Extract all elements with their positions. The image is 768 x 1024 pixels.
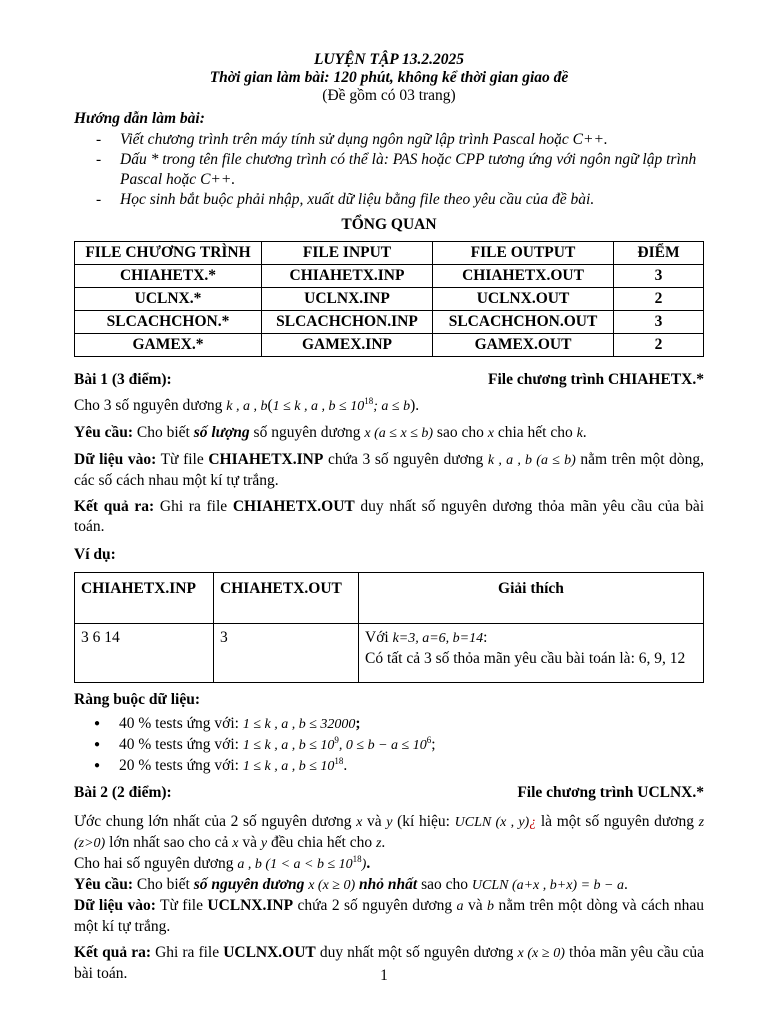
overview-heading: TỔNG QUAN — [341, 216, 437, 233]
column-header: FILE INPUT — [262, 242, 433, 265]
table-row — [75, 334, 704, 357]
example-explanation: Với k=3, a=6, b=14: Có tất cả 3 số thỏa mãn yêu cầu bài toán là: 6, 9, 12 — [359, 624, 704, 683]
dash-marker: - — [96, 151, 102, 168]
table-header-row — [75, 573, 704, 624]
header — [74, 51, 704, 105]
column-header: Giải thích — [359, 573, 704, 624]
table-cell: GAMEX.OUT — [433, 334, 614, 357]
guide-heading: Hướng dẫn làm bài: — [74, 110, 205, 127]
bai1-heading: Bài 1 (3 điểm): — [74, 371, 172, 388]
table-cell: CHIAHETX.INP — [262, 265, 433, 288]
table-cell: SLCACHCHON.OUT — [433, 311, 614, 334]
table-cell: SLCACHCHON.* — [75, 311, 262, 334]
guide-item: - Dấu * trong tên file chương trình có thể là: PAS hoặc CPP tương ứng với ngôn ngữ lập trình Pascal hoặc C++. — [96, 151, 697, 188]
bai1-input: Dữ liệu vào: Từ file CHIAHETX.INP chứa 3 số nguyên dương k , a , b (a ≤ b) nằm trên một dòng, các số cách nhau một kí tự trắng. — [74, 451, 704, 489]
bai2-output: Kết quả ra: Ghi ra file UCLNX.OUT duy nhất một số nguyên dương x (x ≥ 0) thỏa mãn yêu cầu của bài toán. — [74, 944, 705, 982]
table-cell: SLCACHCHON.INP — [262, 311, 433, 334]
list-item: ● 40 % tests ứng với: 1 ≤ k , a , $b \le 10^9$, $0 \le b - a \le 10^6$; — [74, 735, 704, 756]
bai1-file-label: File chương trình CHIAHETX.* — [488, 371, 704, 388]
dash-marker: - — [96, 191, 102, 208]
constraints-list — [74, 714, 704, 777]
bai2-requirement: Yêu cầu: Cho biết số nguyên dương x (x ≥ 0) nhỏ nhất sao cho UCLN (a+x , b+x) = b − a. — [74, 876, 628, 893]
table-row — [75, 311, 704, 334]
table-row — [75, 288, 704, 311]
guide-item: - Học sinh bắt buộc phải nhập, xuất dữ liệu bằng file theo yêu cầu của đề bài. — [96, 191, 595, 208]
table-cell: UCLNX.OUT — [433, 288, 614, 311]
table-cell: GAMEX.* — [75, 334, 262, 357]
column-header: FILE OUTPUT — [433, 242, 614, 265]
bai1-intro: Cho 3 số nguyên dương k , a , b(1 ≤ k , a , $b \le 10^{18}$; a ≤ b). — [74, 395, 420, 414]
column-header: CHIAHETX.OUT — [214, 573, 359, 624]
example-input: 3 6 14 — [75, 624, 214, 683]
time-limit: Thời gian làm bài: 120 phút, không kể thời gian giao đề — [209, 69, 569, 86]
column-header: CHIAHETX.INP — [75, 573, 214, 624]
column-header: ĐIỂM — [614, 242, 704, 265]
table-cell: 3 — [614, 311, 704, 334]
list-item: ● 40 % tests ứng với: 1 ≤ k , a , b ≤ 32000; — [74, 714, 704, 735]
bai1-heading-row — [74, 370, 704, 390]
table-row — [75, 624, 704, 683]
example-label: Ví dụ: — [74, 546, 116, 563]
table-cell: 3 — [614, 265, 704, 288]
bai2-definition: Ước chung lớn nhất của 2 số nguyên dương x và y (kí hiệu: UCLN (x , y)¿ là một số nguyên dương z (z>0) lớn nhất sao cho cả x và y đều chia hết cho z. — [74, 813, 705, 851]
guide-list — [74, 130, 704, 210]
guide-item: - Viết chương trình trên máy tính sử dụng ngôn ngữ lập trình Pascal hoặc C++. — [96, 131, 608, 148]
example-table — [74, 572, 704, 683]
bai2-given: Cho hai số nguyên dương a , b $(1 < a < b \le 10^{18})$. — [74, 853, 371, 872]
constraints-label: Ràng buộc dữ liệu: — [74, 691, 201, 708]
table-cell: CHIAHETX.* — [75, 265, 262, 288]
page-title: LUYỆN TẬP 13.2.2025 — [313, 51, 465, 68]
pages-note: (Đề gồm có 03 trang) — [322, 87, 456, 104]
bai2-heading-row — [74, 783, 704, 803]
table-cell: CHIAHETX.OUT — [433, 265, 614, 288]
table-cell: UCLNX.INP — [262, 288, 433, 311]
table-cell: GAMEX.INP — [262, 334, 433, 357]
bai1-requirement: Yêu cầu: Cho biết số lượng số nguyên dương x (a ≤ x ≤ b) sao cho x chia hết cho k. — [74, 424, 587, 441]
overview-table — [74, 241, 704, 357]
bai2-input: Dữ liệu vào: Từ file UCLNX.INP chứa 2 số nguyên dương a và b nằm trên một dòng và cách nhau một kí tự trắng. — [74, 897, 705, 935]
table-cell: 2 — [614, 288, 704, 311]
bai2-file-label: File chương trình UCLNX.* — [517, 784, 704, 801]
table-header-row — [75, 242, 704, 265]
dash-marker: - — [96, 131, 102, 148]
page-number: 1 — [380, 967, 388, 984]
bai1-output: Kết quả ra: Ghi ra file CHIAHETX.OUT duy nhất số nguyên dương thỏa mãn yêu cầu của bài toán. — [74, 498, 704, 535]
list-item: ● 20 % tests ứng với: 1 ≤ k , a , $b \le 10^{18}$. — [74, 756, 704, 777]
table-cell: 2 — [614, 334, 704, 357]
table-cell: UCLNX.* — [75, 288, 262, 311]
example-output: 3 — [214, 624, 359, 683]
column-header: FILE CHƯƠNG TRÌNH — [75, 242, 262, 265]
table-row — [75, 265, 704, 288]
bai2-heading: Bài 2 (2 điểm): — [74, 784, 172, 801]
